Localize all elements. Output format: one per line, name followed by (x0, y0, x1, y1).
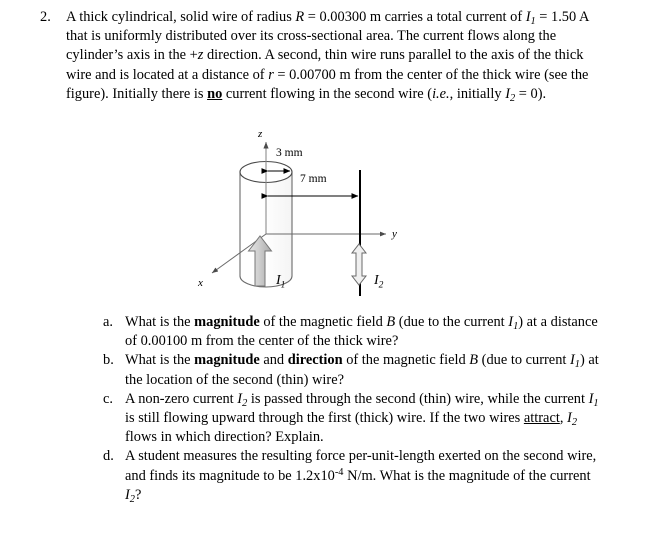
problem-statement (40, 8, 600, 104)
subquestion-d-text: A student measures the resulting force per-unit-length exerted on the second wire, and finds its magnitude to be $1.2x10^{-4}$ N/m. What is the magnitude of the current $I_2$? (125, 448, 597, 505)
x-axis-label: x (198, 277, 203, 289)
subquestion-a (103, 313, 603, 351)
radius-label: 3 mm (276, 147, 303, 159)
problem-text (66, 8, 600, 104)
subquestion-a-letter: a. (103, 314, 113, 330)
current-label-i1: $I_1$ (276, 273, 286, 291)
subquestion-c-letter: c. (103, 390, 113, 407)
subquestion-d-letter: d. (103, 448, 114, 465)
problem-paragraph: A thick cylindrical, solid wire of radius R = 0.00300 m carries a total current of $I_1 = 1.50$ A that is uniformly distributed over its cross-sectional area. The current flows along the cylinder’s axis in the +z direction. A second, thin wire runs parallel to the axis of the thick wire and is located at a distance of r = 0.00700 m from the center of the thick wire (see the figure). Initially there is no current flowing in the second wire (i.e., initially $I_2 = 0$). (66, 9, 589, 104)
subquestion-b (103, 351, 603, 389)
subquestion-c-text: A non-zero current $I_2$ is passed through the second (thin) wire, while the current $I_1$ is still flowing upward through the first (thick) wire. If the two wires attract, $I_2$ flows in which direction? Explain. (125, 390, 599, 446)
problem-row (40, 8, 600, 104)
subquestion-c (103, 390, 603, 448)
current-arrow-i2 (352, 244, 384, 291)
subquestion-list (103, 313, 603, 505)
subquestion-b-text: What is the magnitude and direction of the magnetic field B (due to current $I_1$) at the location of the second (thin) wire? (125, 352, 599, 388)
subquestion-d (103, 447, 603, 505)
subquestion-a-text: What is the magnitude of the magnetic field B (due to the current $I_1$) at a distance of 0.00100 m from the center of the thick wire? (125, 314, 598, 350)
physics-figure (190, 126, 455, 306)
problem-number: 2. (40, 9, 51, 25)
y-axis-label: y (392, 228, 397, 240)
z-axis-label: z (258, 128, 263, 140)
current-label-i2: $I_2$ (374, 273, 384, 291)
subquestion-b-letter: b. (103, 352, 114, 369)
separation-label: 7 mm (300, 173, 327, 185)
